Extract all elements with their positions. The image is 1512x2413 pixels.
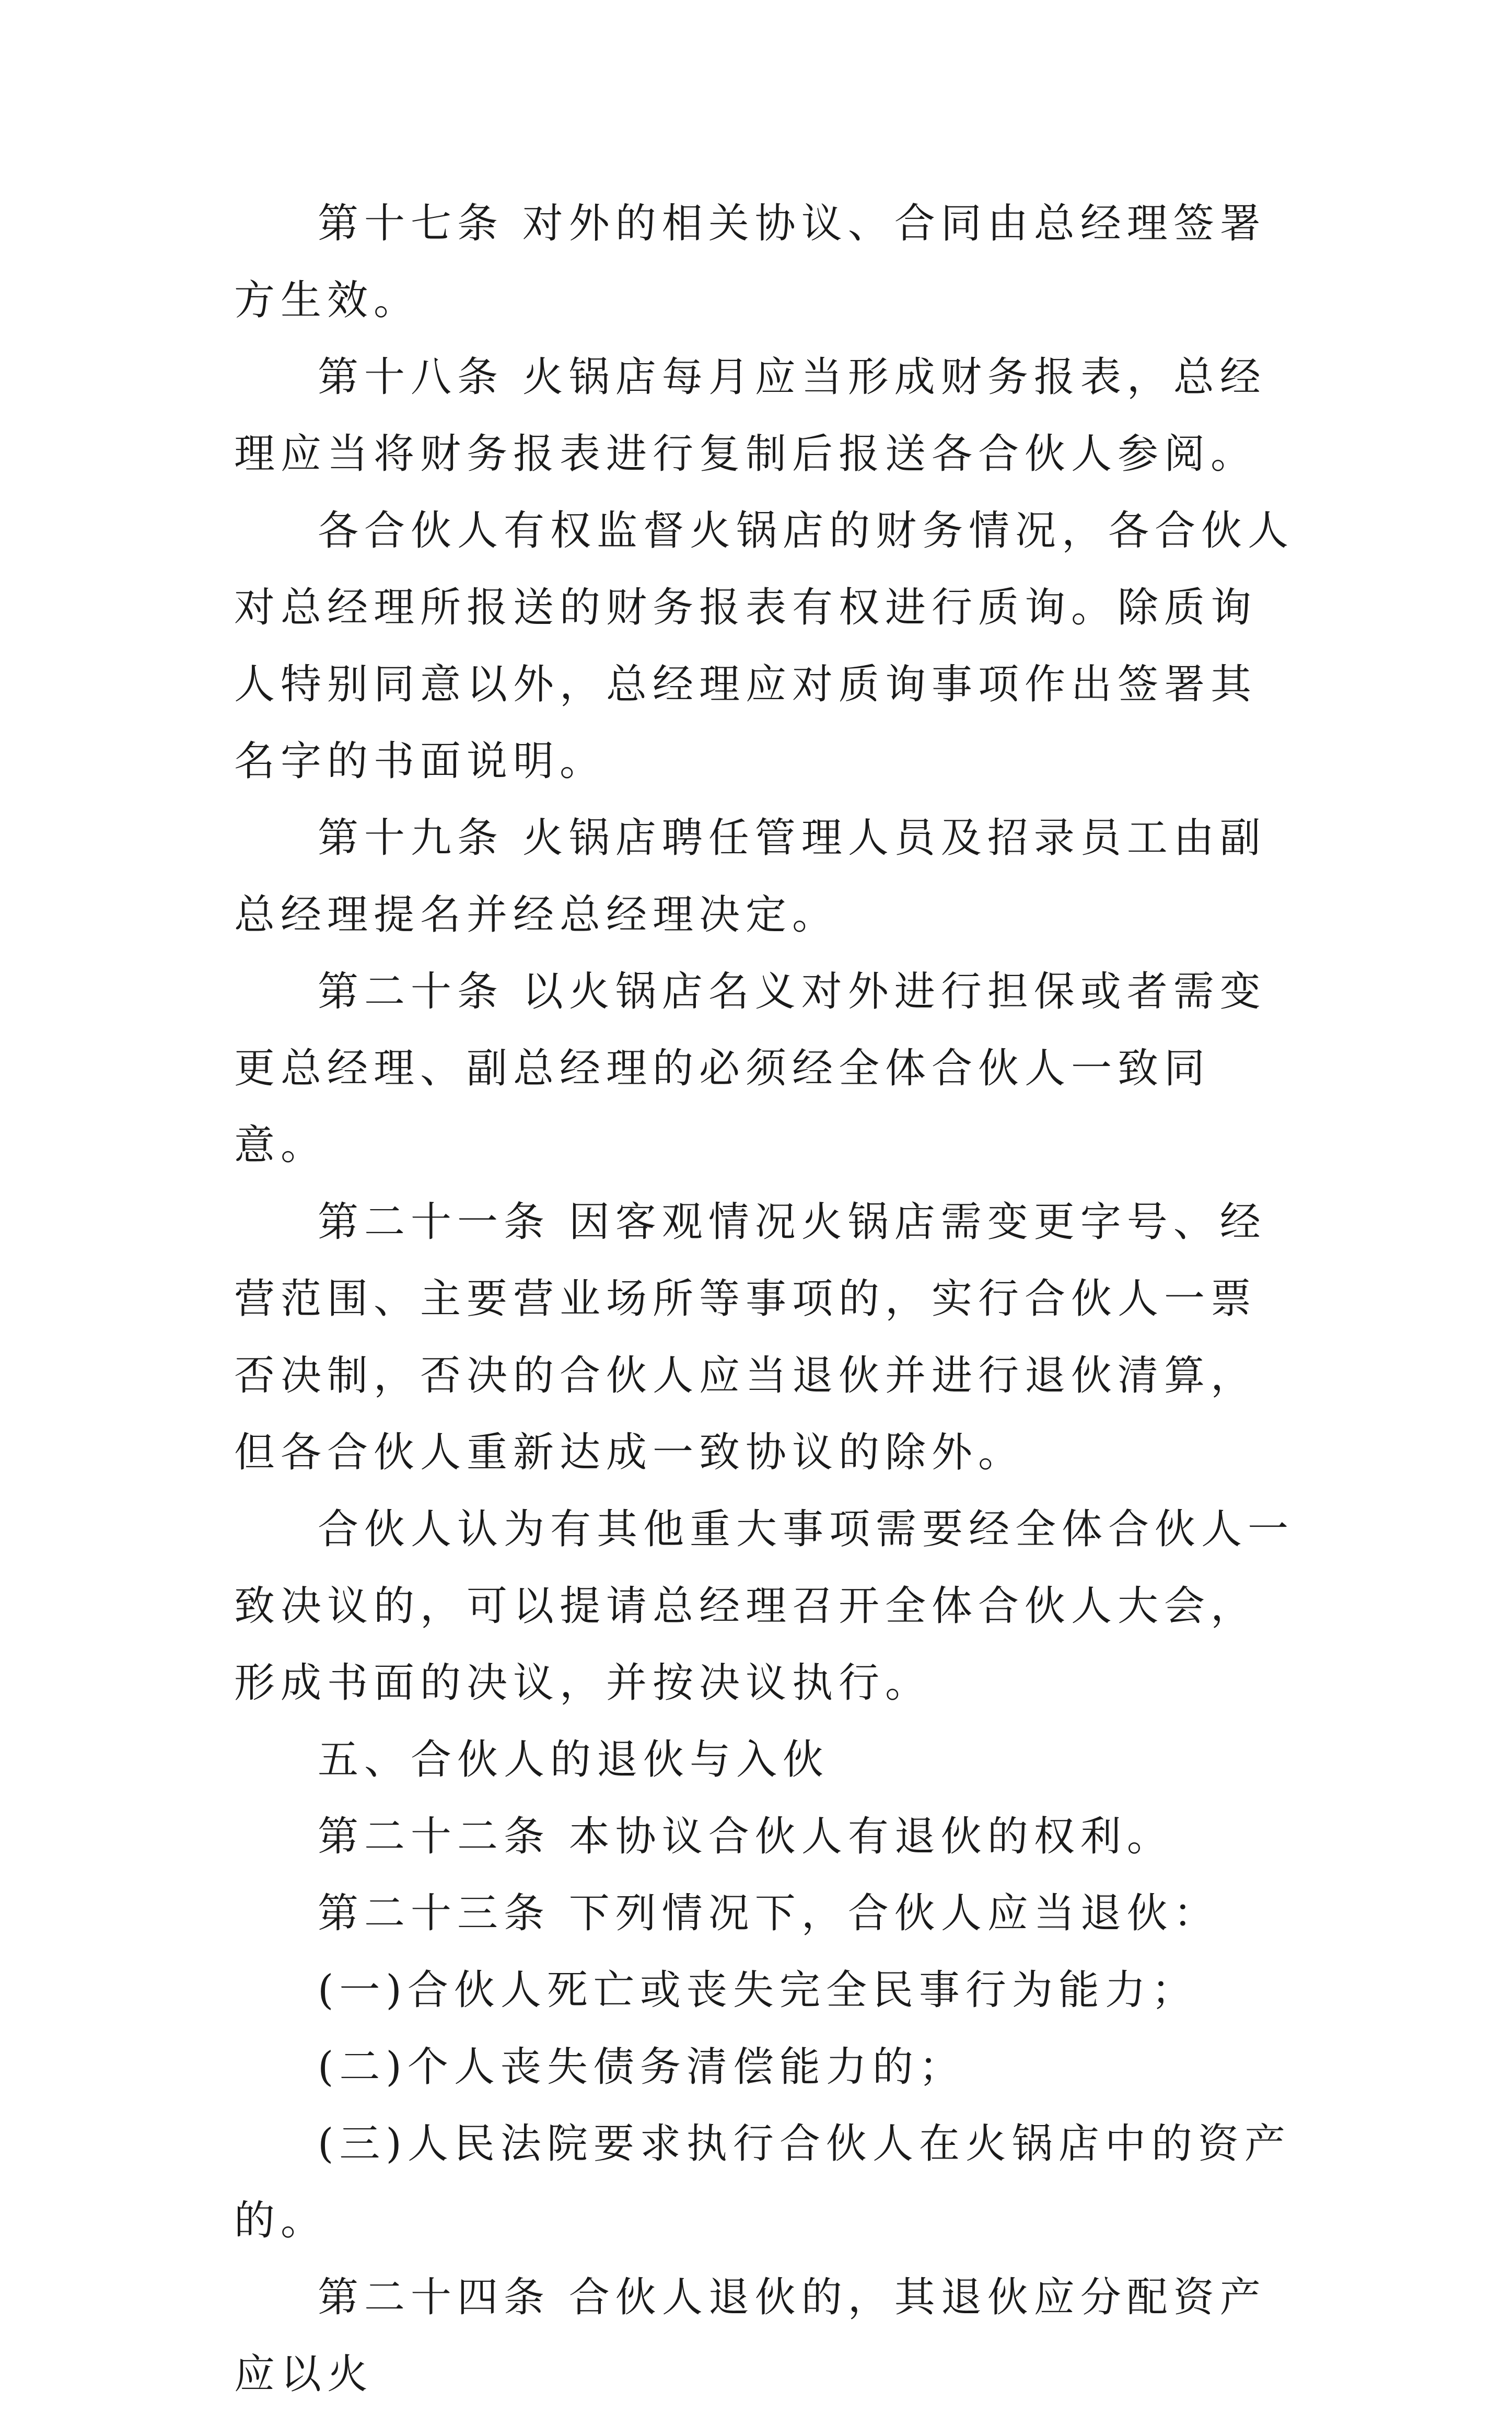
paragraph-article-23: 第二十三条 下列情况下，合伙人应当退伙： xyxy=(318,1890,1220,1937)
paragraph-article-19: 第十九条 火锅店聘任管理人员及招录员工由副总经理提名并经总经理决定。 xyxy=(234,815,1266,938)
paragraph-article-17: 第十七条 对外的相关协议、合同由总经理签署方生效。 xyxy=(234,200,1266,324)
paragraph-major-matters: 合伙人认为有其他重大事项需要经全体合伙人一致决议的，可以提请总经理召开全体合伙人大会，形成书面的决议，并按决议执行。 xyxy=(234,1506,1295,1707)
list-item-2: (二)个人丧失债务清偿能力的； xyxy=(318,2044,966,2091)
paragraph-article-22: 第二十二条 本协议合伙人有退伙的权利。 xyxy=(318,1813,1173,1860)
paragraph-article-20: 第二十条 以火锅店名义对外进行担保或者需变更总经理、副总经理的必须经全体合伙人一致同意。 xyxy=(234,968,1266,1169)
paragraph-article-18: 第十八条 火锅店每月应当形成财务报表，总经理应当将财务报表进行复制后报送各合伙人参阅。 xyxy=(234,354,1266,478)
document-body xyxy=(234,185,1300,2413)
paragraph-article-21: 第二十一条 因客观情况火锅店需变更字号、经营范围、主要营业场所等事项的，实行合伙人一票否决制，否决的合伙人应当退伙并进行退伙清算，但各合伙人重新达成一致协议的除外。 xyxy=(234,1199,1266,1476)
list-item-3: (三)人民法院要求执行合伙人在火锅店中的资产的。 xyxy=(234,2120,1291,2244)
paragraph-article-24: 第二十四条 合伙人退伙的，其退伙应分配资产应以火 xyxy=(234,2274,1266,2398)
section-heading-withdrawal: 五、合伙人的退伙与入伙 xyxy=(318,1736,830,1783)
list-item-1: (一)合伙人死亡或丧失完全民事行为能力； xyxy=(318,1967,1198,2014)
paragraph-supervision: 各合伙人有权监督火锅店的财务情况，各合伙人对总经理所报送的财务报表有权进行质询。除质询人特别同意以外，总经理应对质询事项作出签署其名字的书面说明。 xyxy=(234,507,1295,785)
